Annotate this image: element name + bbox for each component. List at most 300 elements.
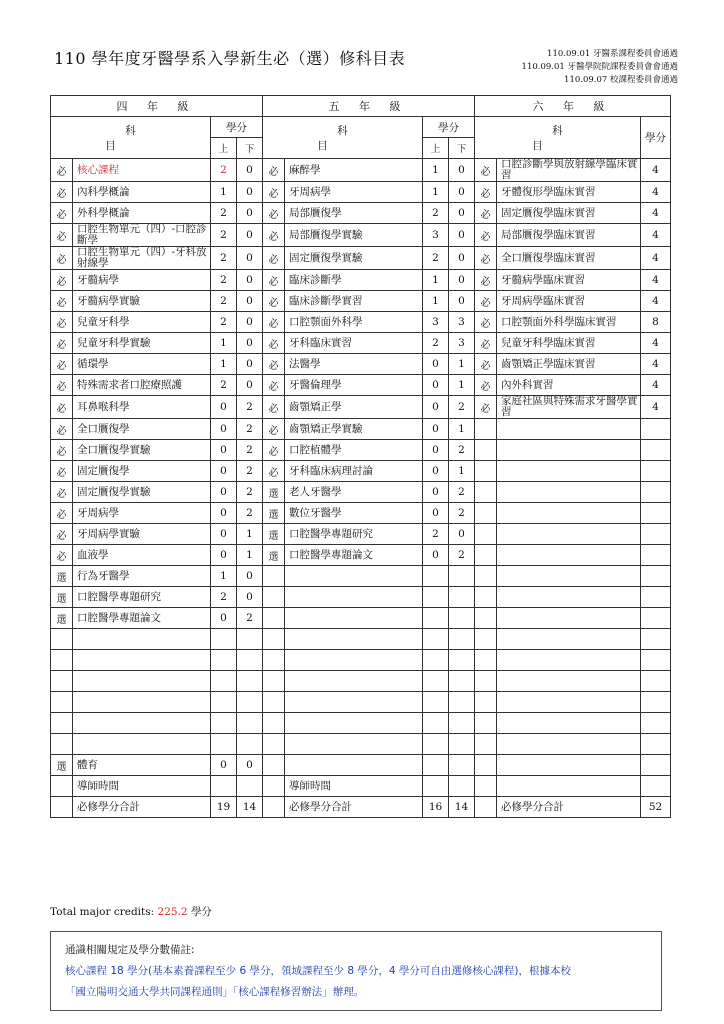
course-type [475, 482, 497, 503]
lower-credits [237, 713, 263, 734]
lower-credits: 2 [237, 396, 263, 419]
course-row [51, 354, 671, 375]
course-name [285, 566, 423, 587]
course-type [475, 713, 497, 734]
course-type: 選 [263, 503, 285, 524]
course-name: 口腔診斷學與放射線學臨床實習 [497, 159, 641, 182]
lower-credits: 0 [237, 224, 263, 247]
course-type [51, 692, 73, 713]
course-type: 必 [263, 333, 285, 354]
upper-credits: 0 [211, 482, 237, 503]
course-name: 口腔醫學專題研究 [285, 524, 423, 545]
course-name: 全口贋復學實驗 [73, 440, 211, 461]
course-type: 必 [51, 440, 73, 461]
upper-credits: 0 [211, 503, 237, 524]
lower-credits: 1 [237, 524, 263, 545]
course-type: 必 [263, 182, 285, 203]
upper-credits [211, 713, 237, 734]
course-row [51, 734, 671, 755]
course-type [475, 734, 497, 755]
credits [641, 566, 671, 587]
course-row [51, 203, 671, 224]
course-type [263, 671, 285, 692]
upper-credits [211, 671, 237, 692]
course-type [263, 692, 285, 713]
course-name: 導師時間 [285, 776, 423, 797]
course-type: 必 [51, 247, 73, 270]
course-type: 選 [263, 545, 285, 566]
course-name: 必修學分合計 [497, 797, 641, 818]
total-major-credits [50, 904, 212, 919]
upper-credits: 1 [211, 354, 237, 375]
lower-credits: 1 [449, 419, 475, 440]
upper-semester-header: 上 [423, 138, 449, 159]
course-type: 必 [263, 203, 285, 224]
total-unit: 學分 [190, 906, 212, 918]
lower-credits: 0 [449, 270, 475, 291]
course-name [497, 713, 641, 734]
lower-credits: 0 [237, 354, 263, 375]
course-type [475, 692, 497, 713]
upper-credits: 1 [423, 182, 449, 203]
course-type: 必 [475, 270, 497, 291]
course-name: 臨床診斷學 [285, 270, 423, 291]
credits [641, 692, 671, 713]
lower-credits: 1 [449, 354, 475, 375]
course-type: 必 [51, 270, 73, 291]
course-name [497, 524, 641, 545]
credits [641, 608, 671, 629]
upper-credits [423, 755, 449, 776]
upper-credits: 1 [211, 182, 237, 203]
curriculum-table [50, 95, 671, 818]
upper-credits [211, 650, 237, 671]
course-type: 必 [263, 312, 285, 333]
credits [641, 545, 671, 566]
upper-credits: 2 [211, 159, 237, 182]
upper-credits: 2 [423, 524, 449, 545]
lower-credits [237, 734, 263, 755]
course-type [51, 671, 73, 692]
course-type: 必 [475, 247, 497, 270]
course-type: 必 [475, 159, 497, 182]
course-name [497, 776, 641, 797]
lower-credits: 0 [237, 203, 263, 224]
course-name: 牙科臨床病理討論 [285, 461, 423, 482]
course-row [51, 587, 671, 608]
course-type [475, 671, 497, 692]
course-type: 選 [51, 566, 73, 587]
course-name: 牙科臨床實習 [285, 333, 423, 354]
lower-credits: 2 [237, 608, 263, 629]
notes-line: 核心課程 18 學分(基本素養課程至少 6 學分，領域課程至少 8 學分，4 學分可自由選修核心課程)，根據本校 [65, 965, 571, 977]
course-name [285, 692, 423, 713]
course-name [73, 713, 211, 734]
lower-credits: 0 [449, 159, 475, 182]
course-row [51, 247, 671, 270]
course-type [263, 566, 285, 587]
course-type [51, 713, 73, 734]
course-row [51, 419, 671, 440]
course-name: 齒顎矯正學實驗 [285, 419, 423, 440]
upper-credits: 0 [211, 524, 237, 545]
upper-credits: 0 [423, 482, 449, 503]
credits: 52 [641, 797, 671, 818]
credits [641, 503, 671, 524]
upper-credits: 0 [423, 419, 449, 440]
upper-credits: 1 [211, 333, 237, 354]
course-type [475, 587, 497, 608]
course-type: 選 [263, 482, 285, 503]
course-row [51, 545, 671, 566]
lower-credits: 0 [449, 291, 475, 312]
course-row [51, 503, 671, 524]
course-type: 必 [51, 375, 73, 396]
course-name: 固定贋復學臨床實習 [497, 203, 641, 224]
upper-credits: 0 [423, 354, 449, 375]
course-name: 耳鼻喉科學 [73, 396, 211, 419]
notes-line: 「國立陽明交通大學共同課程通則」「核心課程修習辦法」辦理。 [65, 986, 365, 998]
course-name: 外科學概論 [73, 203, 211, 224]
course-type: 必 [263, 354, 285, 375]
credits: 8 [641, 312, 671, 333]
course-type: 必 [475, 375, 497, 396]
course-row [51, 396, 671, 419]
upper-credits [423, 587, 449, 608]
upper-credits: 1 [211, 566, 237, 587]
course-name [497, 755, 641, 776]
page-title: 110 學年度牙醫學系入學新生必（選）修科目表 [54, 49, 406, 68]
upper-credits: 0 [423, 396, 449, 419]
upper-credits: 2 [211, 224, 237, 247]
lower-credits: 1 [449, 461, 475, 482]
credits [641, 524, 671, 545]
course-type: 必 [51, 524, 73, 545]
course-name: 牙髓病學實驗 [73, 291, 211, 312]
lower-credits [449, 566, 475, 587]
course-name: 牙周病學實驗 [73, 524, 211, 545]
course-row [51, 671, 671, 692]
upper-credits [211, 629, 237, 650]
lower-credits [449, 776, 475, 797]
credits: 4 [641, 159, 671, 182]
credits [641, 734, 671, 755]
course-type [475, 566, 497, 587]
course-type: 必 [263, 291, 285, 312]
course-type [51, 797, 73, 818]
course-name [497, 545, 641, 566]
course-name: 體育 [73, 755, 211, 776]
course-name [285, 755, 423, 776]
course-type [263, 629, 285, 650]
upper-credits: 0 [423, 375, 449, 396]
course-type: 必 [51, 503, 73, 524]
lower-credits: 0 [237, 566, 263, 587]
course-name: 局部贋復學實驗 [285, 224, 423, 247]
upper-credits: 2 [211, 375, 237, 396]
course-name [73, 650, 211, 671]
course-name [497, 608, 641, 629]
notes-box [50, 931, 662, 1011]
upper-credits: 2 [211, 587, 237, 608]
course-name: 必修學分合計 [285, 797, 423, 818]
total-value: 225.2 [157, 906, 188, 918]
upper-credits: 0 [211, 419, 237, 440]
course-type [263, 587, 285, 608]
course-row [51, 224, 671, 247]
course-type: 必 [263, 419, 285, 440]
approval-line: 110.09.01 牙醫學院院課程委員會會通過 [521, 62, 678, 72]
course-name: 口腔生物單元（四）-口腔診斷學 [73, 224, 211, 247]
course-row [51, 440, 671, 461]
credits [641, 629, 671, 650]
course-type [263, 650, 285, 671]
credits [641, 650, 671, 671]
upper-credits: 2 [211, 270, 237, 291]
credits-header: 學分 [211, 117, 263, 138]
upper-credits [211, 776, 237, 797]
course-name: 導師時間 [73, 776, 211, 797]
credits [641, 755, 671, 776]
credits: 4 [641, 375, 671, 396]
course-name: 全口贋復學 [73, 419, 211, 440]
lower-credits [237, 650, 263, 671]
credits: 4 [641, 291, 671, 312]
course-name: 固定贋復學 [73, 461, 211, 482]
course-type [51, 776, 73, 797]
course-type: 選 [263, 524, 285, 545]
course-row [51, 270, 671, 291]
course-type: 必 [263, 224, 285, 247]
course-type: 必 [263, 247, 285, 270]
lower-credits [449, 713, 475, 734]
course-type [263, 755, 285, 776]
column-header-row [51, 117, 671, 138]
upper-credits [423, 566, 449, 587]
upper-credits [423, 608, 449, 629]
lower-credits: 0 [449, 224, 475, 247]
lower-credits: 2 [237, 440, 263, 461]
lower-credits: 2 [449, 440, 475, 461]
course-name: 口腔植體學 [285, 440, 423, 461]
course-row [51, 375, 671, 396]
upper-credits [423, 671, 449, 692]
lower-credits: 14 [449, 797, 475, 818]
course-name: 必修學分合計 [73, 797, 211, 818]
course-name [497, 419, 641, 440]
course-type [263, 608, 285, 629]
lower-credits: 0 [449, 524, 475, 545]
course-name: 兒童牙科學實驗 [73, 333, 211, 354]
upper-credits: 0 [423, 503, 449, 524]
subject-header: 科 目 [475, 117, 641, 159]
upper-credits: 2 [211, 203, 237, 224]
subject-header: 科 目 [51, 117, 211, 159]
credits: 4 [641, 182, 671, 203]
credits [641, 461, 671, 482]
course-name: 齒顎矯正學 [285, 396, 423, 419]
course-name: 行為牙醫學 [73, 566, 211, 587]
course-name [497, 734, 641, 755]
lower-credits: 0 [237, 333, 263, 354]
upper-credits [211, 692, 237, 713]
course-name: 牙周病學臨床實習 [497, 291, 641, 312]
course-name [285, 713, 423, 734]
upper-credits: 0 [423, 440, 449, 461]
lower-credits: 0 [449, 182, 475, 203]
credits: 4 [641, 270, 671, 291]
course-type: 必 [51, 333, 73, 354]
course-row [51, 797, 671, 818]
course-type: 必 [475, 291, 497, 312]
course-type: 必 [51, 203, 73, 224]
upper-credits: 1 [423, 159, 449, 182]
course-name [73, 734, 211, 755]
lower-credits: 2 [237, 419, 263, 440]
course-row [51, 629, 671, 650]
course-row [51, 713, 671, 734]
course-name [497, 692, 641, 713]
course-name: 口腔顎面外科學 [285, 312, 423, 333]
course-name [73, 692, 211, 713]
lower-credits: 0 [237, 375, 263, 396]
upper-credits: 3 [423, 224, 449, 247]
lower-credits: 2 [449, 503, 475, 524]
lower-credits [237, 776, 263, 797]
lower-credits: 0 [237, 182, 263, 203]
course-row [51, 159, 671, 182]
lower-credits: 0 [237, 159, 263, 182]
course-name: 牙醫倫理學 [285, 375, 423, 396]
course-type: 必 [475, 224, 497, 247]
upper-credits: 3 [423, 312, 449, 333]
upper-credits [423, 692, 449, 713]
approval-line: 110.09.01 牙醫系課程委員會通過 [547, 49, 678, 59]
lower-credits: 3 [449, 312, 475, 333]
course-type [51, 629, 73, 650]
lower-credits [449, 692, 475, 713]
course-name: 特殊需求者口腔療照護 [73, 375, 211, 396]
upper-credits: 2 [423, 203, 449, 224]
course-type: 必 [51, 159, 73, 182]
lower-credits: 1 [237, 545, 263, 566]
course-type: 選 [51, 608, 73, 629]
upper-credits [423, 734, 449, 755]
course-type [263, 776, 285, 797]
credits [641, 440, 671, 461]
lower-credits: 0 [237, 270, 263, 291]
lower-credits: 2 [449, 482, 475, 503]
course-name: 內外科實習 [497, 375, 641, 396]
course-name: 核心課程 [73, 159, 211, 182]
course-name [285, 650, 423, 671]
lower-credits: 0 [237, 291, 263, 312]
course-type [263, 713, 285, 734]
course-row [51, 776, 671, 797]
credits [641, 482, 671, 503]
course-type [263, 734, 285, 755]
lower-credits: 0 [237, 755, 263, 776]
course-name: 兒童牙科學臨床實習 [497, 333, 641, 354]
course-type: 必 [475, 396, 497, 419]
course-name [73, 671, 211, 692]
upper-credits: 0 [211, 440, 237, 461]
course-name: 牙周病學 [73, 503, 211, 524]
lower-credits: 3 [449, 333, 475, 354]
course-type: 必 [51, 482, 73, 503]
course-type: 選 [51, 587, 73, 608]
course-name: 牙髓病學 [73, 270, 211, 291]
lower-credits [237, 671, 263, 692]
course-name: 臨床診斷學實習 [285, 291, 423, 312]
lower-credits: 0 [449, 247, 475, 270]
credits [641, 419, 671, 440]
credits: 4 [641, 354, 671, 375]
credits-header: 學分 [423, 117, 475, 138]
approval-line: 110.09.07 校課程委員會通過 [564, 75, 678, 85]
course-type: 必 [475, 333, 497, 354]
course-type: 選 [51, 755, 73, 776]
course-name [285, 629, 423, 650]
lower-credits: 2 [449, 545, 475, 566]
credits [641, 587, 671, 608]
course-type: 必 [51, 182, 73, 203]
course-name: 口腔醫學專題研究 [73, 587, 211, 608]
course-name: 麻醉學 [285, 159, 423, 182]
course-type: 必 [263, 440, 285, 461]
course-row [51, 608, 671, 629]
course-name [497, 671, 641, 692]
lower-credits [449, 629, 475, 650]
course-type: 必 [51, 354, 73, 375]
course-type: 必 [475, 203, 497, 224]
course-name: 局部贋復學 [285, 203, 423, 224]
course-name: 血液學 [73, 545, 211, 566]
course-type: 必 [51, 545, 73, 566]
credits [641, 671, 671, 692]
upper-credits: 0 [423, 545, 449, 566]
course-type [51, 650, 73, 671]
credits: 4 [641, 333, 671, 354]
upper-credits: 0 [211, 461, 237, 482]
course-type [475, 755, 497, 776]
credits: 4 [641, 247, 671, 270]
course-name [497, 566, 641, 587]
lower-credits: 2 [237, 461, 263, 482]
course-name: 局部贋復學臨床實習 [497, 224, 641, 247]
course-type [475, 503, 497, 524]
course-row [51, 692, 671, 713]
lower-credits [449, 755, 475, 776]
course-name: 齒顎矯正學臨床實習 [497, 354, 641, 375]
course-type: 必 [475, 354, 497, 375]
course-type [475, 629, 497, 650]
course-type: 必 [263, 461, 285, 482]
course-name [497, 650, 641, 671]
course-name: 口腔醫學專題論文 [285, 545, 423, 566]
course-type [475, 545, 497, 566]
total-label: Total major credits: [50, 906, 155, 918]
upper-credits [423, 629, 449, 650]
lower-credits [449, 734, 475, 755]
course-row [51, 524, 671, 545]
credits: 4 [641, 224, 671, 247]
course-type [51, 734, 73, 755]
course-name: 固定贋復學實驗 [285, 247, 423, 270]
lower-credits [237, 629, 263, 650]
course-name: 數位牙醫學 [285, 503, 423, 524]
course-name [497, 461, 641, 482]
